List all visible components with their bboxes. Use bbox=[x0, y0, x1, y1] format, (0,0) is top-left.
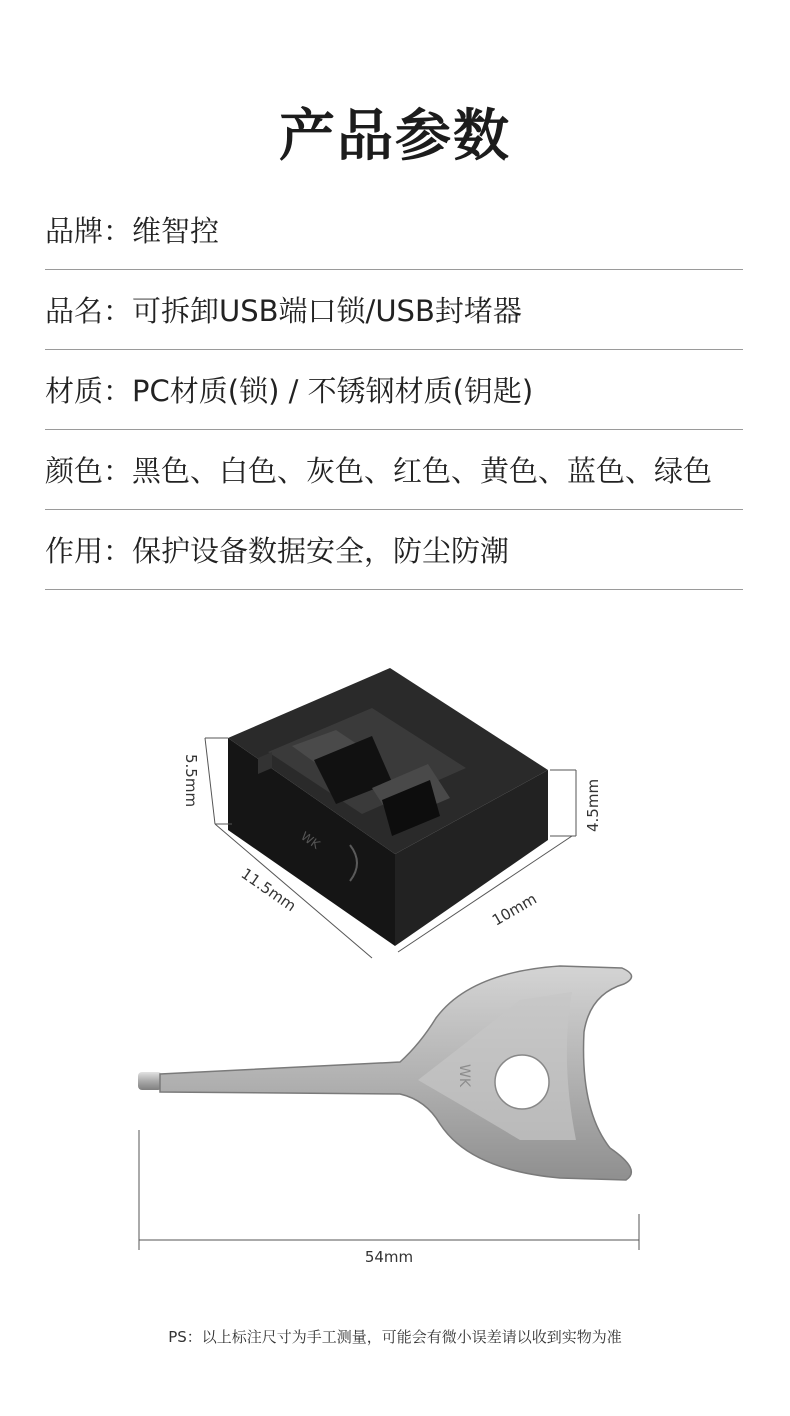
dimension-label-width: 10mm bbox=[489, 889, 540, 930]
spec-label: 作用： bbox=[45, 534, 133, 568]
spec-value: PC材质(锁) / 不锈钢材质(钥匙) bbox=[132, 374, 534, 408]
spec-value: 保护设备数据安全，防尘防潮 bbox=[132, 534, 510, 568]
footnote: PS：以上标注尺寸为手工测量，可能会有微小误差请以收到实物为准 bbox=[168, 1328, 622, 1346]
spec-label: 品名： bbox=[45, 294, 133, 328]
key-image bbox=[138, 966, 632, 1180]
spec-value: 可拆卸USB端口锁/USB封堵器 bbox=[132, 294, 522, 328]
product-illustration bbox=[0, 640, 790, 1280]
page-title: 产品参数 bbox=[279, 104, 511, 169]
spec-value: 维智控 bbox=[132, 214, 220, 248]
spec-label: 品牌： bbox=[45, 214, 133, 248]
product-figure bbox=[0, 640, 790, 1280]
key-logo: WK bbox=[456, 1064, 472, 1088]
dimension-label-height: 5.5mm bbox=[182, 754, 200, 808]
dimension-label-key-length: 54mm bbox=[364, 1248, 414, 1266]
spec-row-product-name bbox=[45, 270, 743, 350]
spec-row-material bbox=[45, 350, 743, 430]
spec-label: 材质： bbox=[45, 374, 133, 408]
dimension-label-side-height: 4.5mm bbox=[584, 778, 602, 832]
spec-row-colors bbox=[45, 430, 743, 510]
lock-logo: WK bbox=[298, 828, 323, 852]
spec-list bbox=[45, 190, 743, 590]
spec-row-function bbox=[45, 510, 743, 590]
spec-row-brand bbox=[45, 190, 743, 270]
dimension-label-length: 11.5mm bbox=[237, 864, 300, 916]
spec-label: 颜色： bbox=[45, 454, 133, 488]
spec-value: 黑色、白色、灰色、红色、黄色、蓝色、绿色 bbox=[132, 454, 713, 488]
